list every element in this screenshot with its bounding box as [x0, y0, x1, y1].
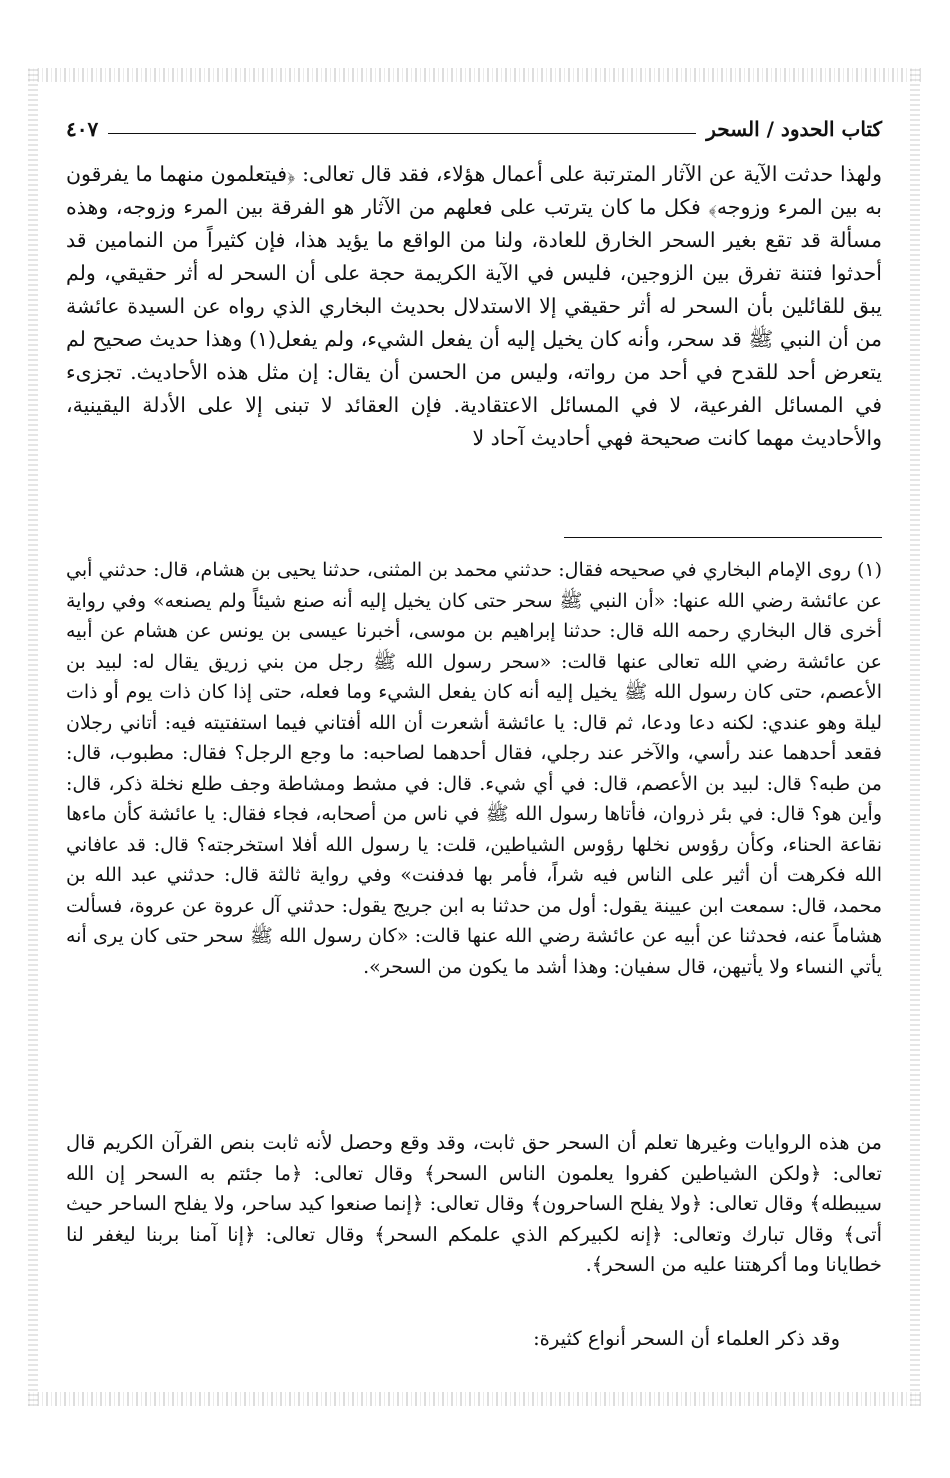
- chapter-title: كتاب الحدود / السحر: [706, 117, 882, 141]
- scan-border-bottom: [28, 1392, 922, 1406]
- scan-border-top: [28, 68, 922, 82]
- page-number: ٤٠٧: [66, 117, 99, 141]
- footnote-separator: [564, 537, 882, 538]
- scan-border-right: [910, 68, 920, 1406]
- main-paragraph: ولهذا حدثت الآية عن الآثار المترتبة على أعمال هؤلاء، فقد قال تعالى: ﴿فيتعلمون منهما ما يفرقون به بين المرء وزوجه﴾ فكل ما كان يترتب على فعلهم من الآثار هو الفرقة بين المرء وزوجه، وهذه مسألة قد تقع بغير السحر الخارق للعادة، ولنا من الواقع ما يؤيد هذا، فإن كثيراً من النمامين قد أحدثوا فتنة تفرق بين الزوجين، فليس في الآية الكريمة حجة على أن السحر له أثر حقيقي، ولم يبق للقائلين بأن السحر له أثر حقيقي إلا الاستدلال بحديث البخاري الذي رواه عن السيدة عائشة من أن النبي ﷺ قد سحر، وأنه كان يخيل إليه أن يفعل الشيء، ولم يفعل(١) وهذا حديث صحيح لم يتعرض أحد للقدح في أحد من رواته، وليس من الحسن أن يقال: إن مثل هذه الأحاديث. تجزىء في المسائل الفرعية، لا في المسائل الاعتقادية. فإن العقائد لا تبنى إلا على الأدلة اليقينية، والأحاديث مهما كانت صحيحة فهي أحاديث آحاد لا: [66, 162, 882, 450]
- paragraph-quran-evidence: من هذه الروايات وغيرها تعلم أن السحر حق ثابت، وقد وقع وحصل لأنه ثابت بنص القرآن الكريم قال تعالى: ﴿ولكن الشياطين كفروا يعلمون الناس السحر﴾ وقال تعالى: ﴿ما جئتم به السحر إن الله سيبطله﴾ وقال تعالى: ﴿ولا يفلح الساحرون﴾ وقال تعالى: ﴿إنما صنعوا كيد ساحر، ولا يفلح الساحر حيث أتى﴾ وقال تبارك وتعالى: ﴿إنه لكبيركم الذي علمكم السحر﴾ وقال تعالى: ﴿إنا آمنا بربنا ليغفر لنا خطايانا وما أكرهتنا عليه من السحر﴾.: [66, 1131, 882, 1276]
- header-rule: [108, 133, 696, 134]
- paragraph-types-intro: وقد ذكر العلماء أن السحر أنواع كثيرة:: [533, 1327, 840, 1350]
- running-header: [66, 112, 882, 146]
- footnote: (١) روى الإمام البخاري في صحيحه فقال: حدثني محمد بن المثنى، حدثنا يحيى بن هشام، قال: حدثني أبي عن عائشة رضي الله عنها: «أن النبي ﷺ سحر حتى كان يخيل إليه أنه صنع شيئاً ولم يصنعه» وفي رواية أخرى قال البخاري رحمه الله قال: حدثنا إبراهيم بن موسى، أخبرنا عيسى بن يونس عن هشام عن أبيه عن عائشة رضي الله تعالى عنها قالت: «سحر رسول الله ﷺ رجل من بني زريق يقال له: لبيد بن الأعصم، حتى كان رسول الله ﷺ يخيل إليه أنه كان يفعل الشيء وما فعله، حتى إذا كان ذات يوم أو ذات ليلة وهو عندي: لكنه دعا ودعا، ثم قال: يا عائشة أشعرت أن الله أفتاني فيما استفتيته فيه: أتاني رجلان فقعد أحدهما عند رأسي، والآخر عند رجلي، فقال أحدهما لصاحبه: ما وجع الرجل؟ فقال: مطبوب، قال: من طبه؟ قال: لبيد بن الأعصم، قال: في أي شيء. قال: في مشط ومشاطة وجف طلع نخلة ذكر، قال: وأين هو؟ قال: في بئر ذروان، فأتاها رسول الله ﷺ في ناس من أصحابه، فجاء فقال: يا عائشة كأن ماءها نقاعة الحناء، وكأن رؤوس نخلها رؤوس الشياطين، قلت: يا رسول الله أفلا استخرجته؟ قال: قد عافاني الله فكرهت أن أثير على الناس فيه شراً، فأمر بها فدفنت» وفي رواية ثالثة قال: حدثني عبد الله بن محمد، قال: سمعت ابن عيينة يقول: أول من حدثنا به ابن جريج يقول: حدثني آل عروة عن عروة، فسألت هشاماً عنه، فحدثنا عن أبيه عن عائشة رضي الله عنها قالت: «كان رسول الله ﷺ سحر حتى كان يرى أنه يأتي النساء ولا يأتيهن، قال سفيان: وهذا أشد ما يكون من السحر».: [66, 559, 882, 978]
- scan-border-left: [28, 68, 38, 1406]
